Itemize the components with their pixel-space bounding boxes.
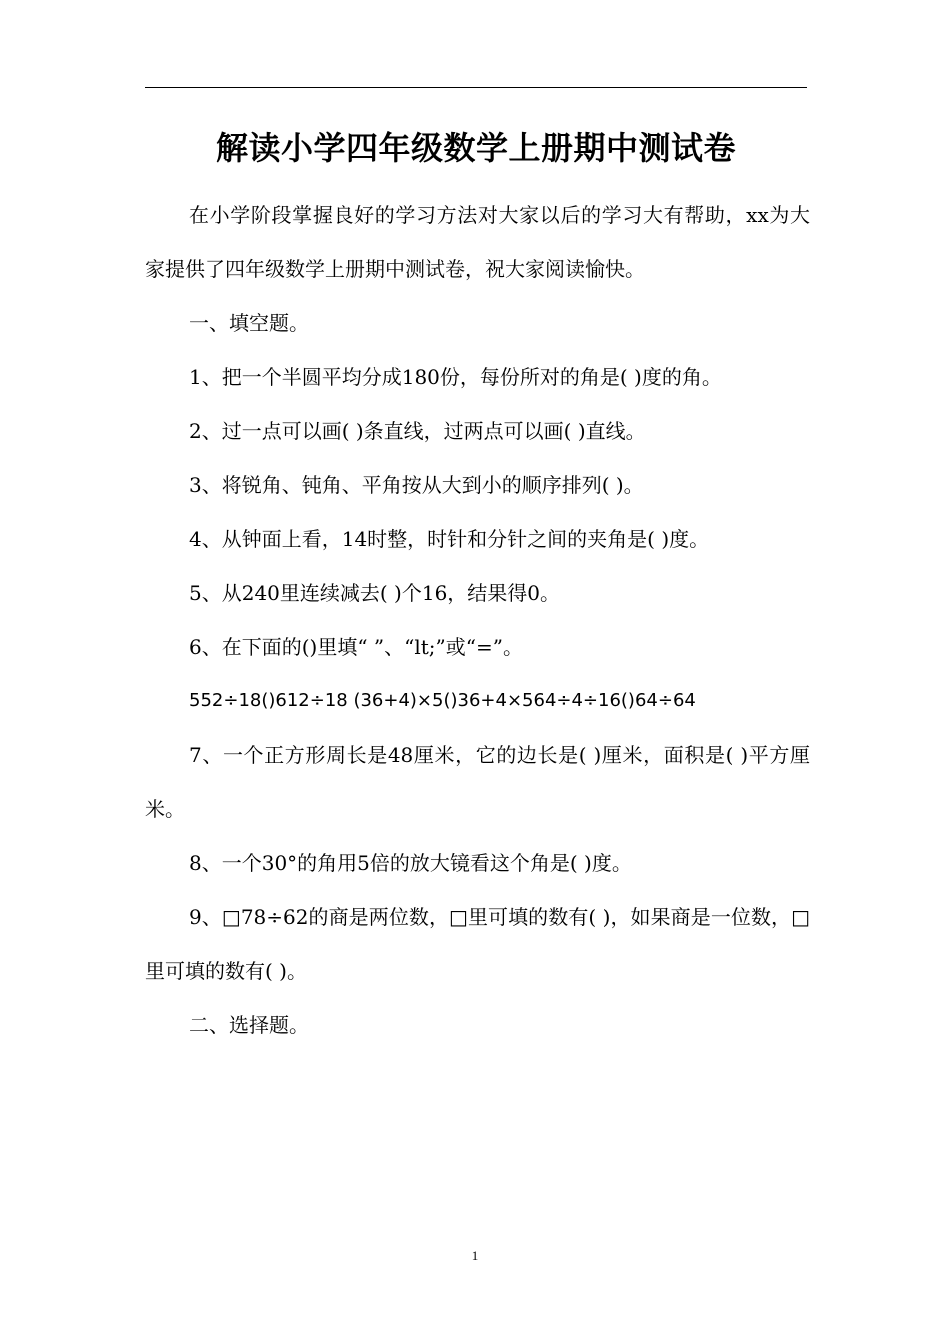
intro-paragraph: 在小学阶段掌握良好的学习方法对大家以后的学习大有帮助，xx为大家提供了四年级数学上册期中测试卷，祝大家阅读愉快。 [145,203,810,281]
question-4: 4、从钟面上看，14时整，时针和分针之间的夹角是( )度。 [189,527,710,551]
question-1: 1、把一个半圆平均分成180份，每份所对的角是( )度的角。 [189,365,722,389]
question-9: 9、□78÷62的商是两位数，□里可填的数有( )，如果商是一位数，□里可填的数有( )。 [145,905,810,983]
page-number: 1 [471,1248,479,1263]
section-heading-multiple-choice: 二、选择题。 [189,1013,309,1037]
question-3: 3、将锐角、钝角、平角按从大到小的顺序排列( )。 [189,473,644,497]
document-body [145,188,810,1052]
question-6: 6、在下面的()里填“ ”、“lt;”或“=”。 [189,635,523,659]
section-heading-fill-in: 一、填空题。 [189,311,309,335]
question-8: 8、一个30°的角用5倍的放大镜看这个角是( )度。 [189,851,632,875]
document-title: 解读小学四年级数学上册期中测试卷 [215,129,736,167]
question-2: 2、过一点可以画( )条直线，过两点可以画( )直线。 [189,419,646,443]
header-rule [145,87,807,88]
question-7: 7、一个正方形周长是48厘米，它的边长是( )厘米，面积是( )平方厘米。 [145,743,810,821]
question-5: 5、从240里连续减去( )个16，结果得0。 [189,581,561,605]
question-6-expressions: 552÷18()612÷18 (36+4)×5()36+4×564÷4÷16()64÷64 [189,690,696,711]
